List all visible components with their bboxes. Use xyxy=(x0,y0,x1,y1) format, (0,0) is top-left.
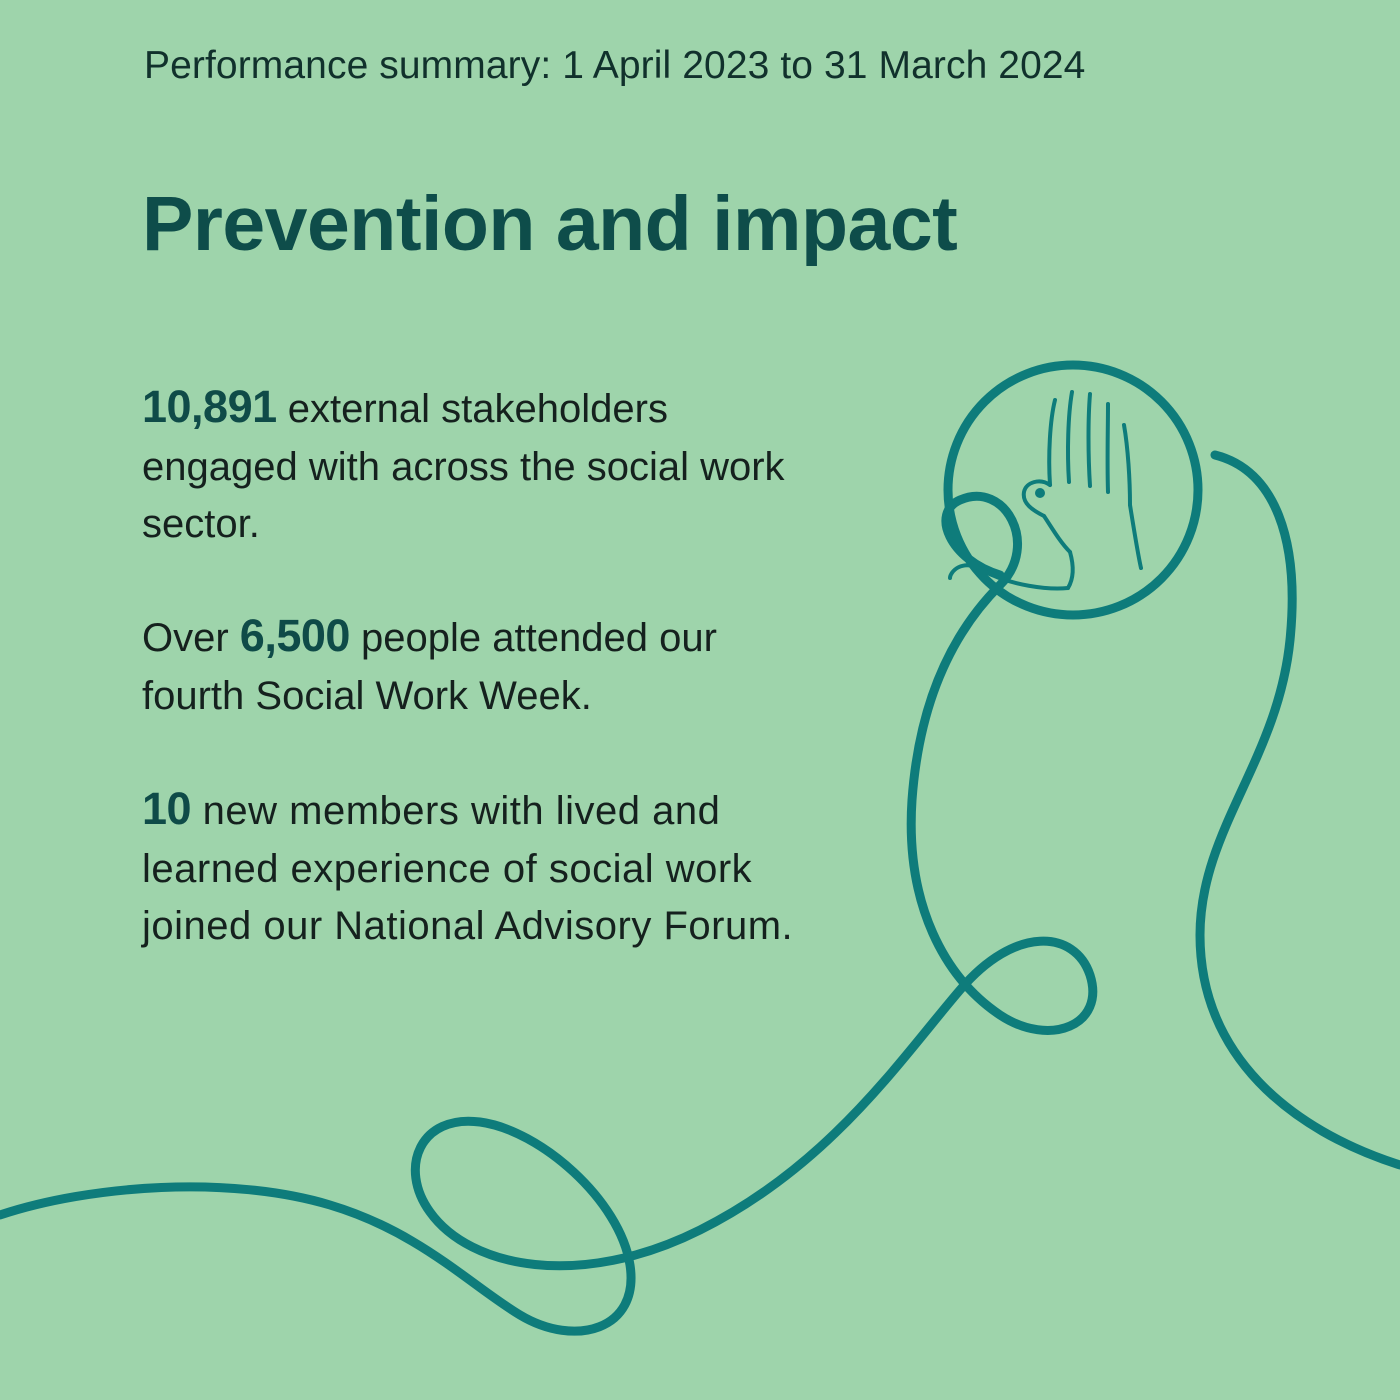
stat-text: external stakeholders engaged with across the social work sector. xyxy=(142,387,785,546)
stat-text: people attended our fourth Social Work Week. xyxy=(142,616,717,719)
stat-text: new members with lived and learned experience of social work joined our National Advisory Forum. xyxy=(142,789,794,948)
stat-item xyxy=(142,604,822,725)
stat-number: 10,891 xyxy=(142,381,277,432)
page-title: Prevention and impact xyxy=(142,180,958,267)
stat-item xyxy=(142,375,822,552)
stat-item xyxy=(142,777,822,954)
stat-number: 10 xyxy=(142,783,192,835)
eyebrow-text: Performance summary: 1 April 2023 to 31 March 2024 xyxy=(144,44,1086,87)
stat-lead: Over xyxy=(142,616,240,661)
stat-number: 6,500 xyxy=(239,610,350,662)
stats-list xyxy=(142,375,832,955)
